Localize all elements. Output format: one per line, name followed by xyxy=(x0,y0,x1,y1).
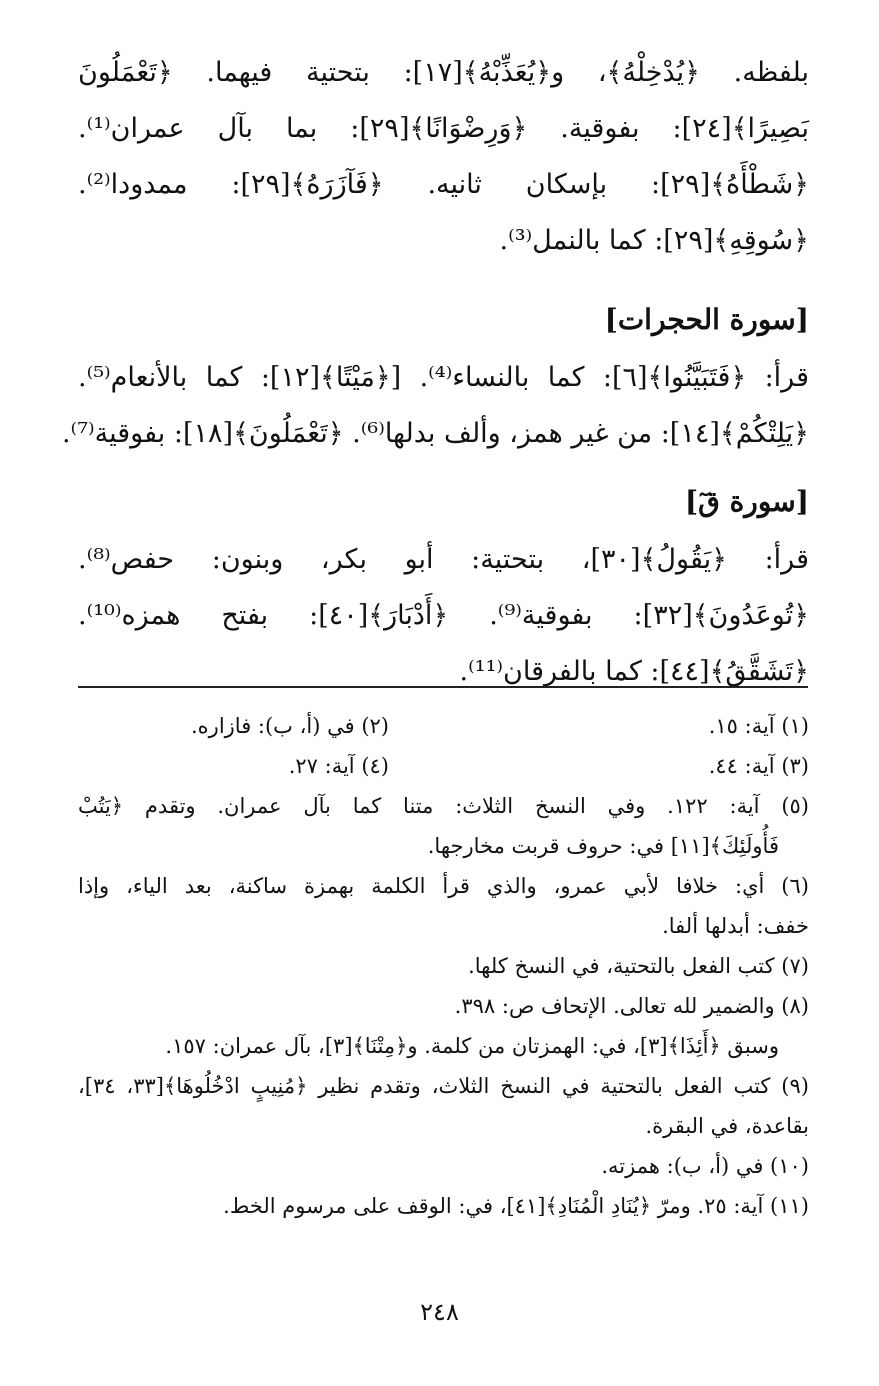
footnote-10: (١٠) في (أ، ب): همزته. xyxy=(601,1154,809,1178)
footnote-11: (١١) آية: ٢٥. ومرّ ﴿يُنَادِ الْمُنَادِ﴾[٤١]، في: الوقف على مرسوم الخط. xyxy=(223,1194,809,1218)
text-line: قرأ: ﴿فَتَبَيَّنُوا﴾[٦]: كما بالنساء⁽⁴⁾. [﴿مَيْتًا﴾[١٢]: كما بالأنعام⁽⁵⁾. xyxy=(78,362,809,393)
intro-paragraph xyxy=(78,45,809,269)
text-line: ﴿يَلِتْكُمْ﴾[١٤]: من غير همز، وألف بدلها⁽⁶⁾. ﴿تَعْمَلُونَ﴾[١٨]: بفوقية⁽⁷⁾. xyxy=(61,418,809,449)
footnote-1: (١) آية: ١٥. xyxy=(708,714,809,738)
footnote-8: (٨) والضمير لله تعالى. الإتحاف ص: ٣٩٨. xyxy=(454,994,809,1018)
section-hujurat xyxy=(78,298,809,342)
footnote-7: (٧) كتب الفعل بالتحتية، في النسخ كلها. xyxy=(468,954,809,978)
hujurat-paragraph xyxy=(61,350,809,462)
page-number: ٢٤٨ xyxy=(420,1298,459,1326)
text-line: ﴿سُوقِهِ﴾[٢٩]: كما بالنمل⁽³⁾. xyxy=(499,225,809,256)
footnote-9-continued: بقاعدة، في البقرة. xyxy=(645,1114,809,1138)
text-line: ﴿تُوعَدُونَ﴾[٣٢]: بفوقية⁽⁹⁾. ﴿أَدْبَارَ﴾[٤٠]: بفتح همزه⁽¹⁰⁾. xyxy=(78,600,809,631)
text-line: قرأ: ﴿يَقُولُ﴾[٣٠]، بتحتية: أبو بكر، وبنون: حفص⁽⁸⁾. xyxy=(78,544,809,575)
footnote-4: (٤) آية: ٢٧. xyxy=(288,754,389,778)
footnote-6-continued: خفف: أبدلها ألفا. xyxy=(662,914,809,938)
footnote-5: (٥) آية: ١٢٢. وفي النسخ الثلاث: متنا كما بآل عمران. وتقدم ﴿يَتُبْ xyxy=(78,794,809,818)
text-line: بَصِيرًا﴾[٢٤]: بفوقية. ﴿وَرِضْوَانًا﴾[٢٩]: بما بآل عمران⁽¹⁾. xyxy=(78,113,809,144)
qaf-paragraph xyxy=(78,532,809,700)
text-line: ﴿تَشَقَّقُ﴾[٤٤]: كما بالفرقان⁽¹¹⁾. xyxy=(459,656,809,687)
footnote-9: (٩) كتب الفعل بالتحتية في النسخ الثلاث، وتقدم نظير ﴿مُنِيبٍ ادْخُلُوهَا﴾[٣٣، ٣٤]، xyxy=(78,1074,809,1098)
footnote-5-continued: فَأُولَئِكَ﴾[١١] في: حروف قربت مخارجها. xyxy=(427,834,779,858)
footnote-8-continued: وسبق ﴿أَئِذَا﴾[٣]، في: الهمزتان من كلمة. و﴿مِتْنَا﴾[٣]، بآل عمران: ١٥٧. xyxy=(165,1034,779,1058)
text-line: ﴿شَطْأَهُ﴾[٢٩]: بإسكان ثانيه. ﴿فَآزَرَهُ﴾[٢٩]: ممدودا⁽²⁾. xyxy=(78,169,810,200)
footnote-2: (٢) في (أ، ب): فازاره. xyxy=(191,714,389,738)
section-qaf xyxy=(78,480,809,524)
footnote-row xyxy=(78,746,809,786)
footnote-6: (٦) أي: خلافا لأبي عمرو، والذي قرأ الكلمة بهمزة ساكنة، بعد الياء، وإذا xyxy=(78,874,809,898)
text-line: بلفظه. ﴿يُدْخِلْهُ﴾، و﴿يُعَذِّبْهُ﴾[١٧]: بتحتية فيهما. ﴿تَعْمَلُونَ xyxy=(78,57,810,88)
section-heading: [سورة الحجرات] xyxy=(604,303,809,336)
footnote-3: (٣) آية: ٤٤. xyxy=(708,754,809,778)
section-heading: [سورة قٓ] xyxy=(684,485,809,518)
footnote-divider xyxy=(78,686,808,688)
footnotes xyxy=(78,706,809,1226)
footnote-row xyxy=(78,706,809,746)
